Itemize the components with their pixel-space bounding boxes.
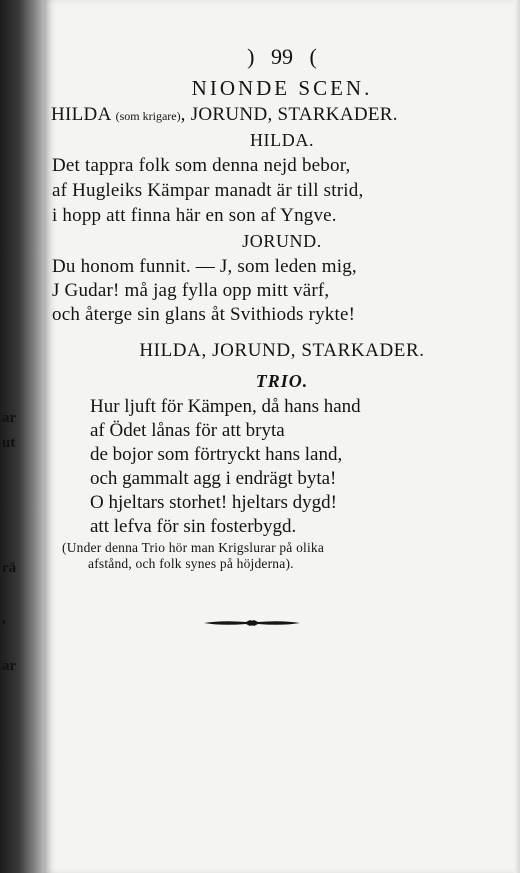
gutter-fragment: ar [2, 410, 17, 426]
cast-name-hilda: HILDA [51, 104, 111, 125]
verse-line: J Gudar! må jag fylla opp mitt värf, [52, 280, 330, 301]
book-page [44, 0, 520, 873]
bracket-right: ( [293, 44, 317, 69]
bracket-left: ) [247, 44, 271, 69]
trio-line: att lefva för sin fosterbygd. [90, 516, 297, 537]
trio-line: Hur ljuft för Kämpen, då hans hand [90, 396, 361, 417]
binding-gutter [0, 0, 48, 873]
cast-note: (som krigare) [115, 109, 181, 123]
gutter-fragment: ut [2, 435, 16, 451]
stage-direction: (Under denna Trio hör man Krigslurar på olika [62, 540, 325, 555]
page-number [44, 44, 520, 70]
trio-line: af Ödet lånas för att bryta [90, 420, 285, 441]
ornament-divider [202, 615, 302, 631]
stage-direction: afstånd, och folk synes på höjderna). [88, 556, 294, 571]
trio-line: de bojor som förtryckt hans land, [90, 444, 343, 465]
scene-heading: NIONDE SCEN. [191, 76, 373, 100]
verse-line: Du honom funnit. — J, som leden mig, [52, 256, 357, 277]
verse-line: och återge sin glans åt Svithiods rykte! [52, 304, 356, 325]
gutter-fragment: , [2, 610, 6, 626]
verse-line: af Hugleiks Kämpar manadt är till strid, [52, 180, 364, 201]
cast-rest: , JORUND, STARKADER. [180, 104, 398, 125]
trio-label: TRIO. [255, 371, 309, 391]
page-number-value: 99 [271, 44, 293, 69]
gutter-fragment: rä [2, 560, 17, 576]
trio-line: O hjeltars storhet! hjeltars dygd! [90, 492, 337, 513]
gutter-fragment: ar [2, 658, 17, 674]
speaker-heading: JORUND. [242, 231, 322, 251]
trio-line: och gammalt agg i endrägt byta! [90, 468, 337, 489]
cast-line-trio: HILDA, JORUND, STARKADER. [139, 340, 425, 361]
verse-line: Det tappra folk som denna nejd bebor, [52, 155, 351, 176]
speaker-heading: HILDA. [249, 130, 315, 150]
verse-line: i hopp att finna här en son af Yngve. [52, 205, 337, 226]
cast-line [51, 104, 398, 126]
